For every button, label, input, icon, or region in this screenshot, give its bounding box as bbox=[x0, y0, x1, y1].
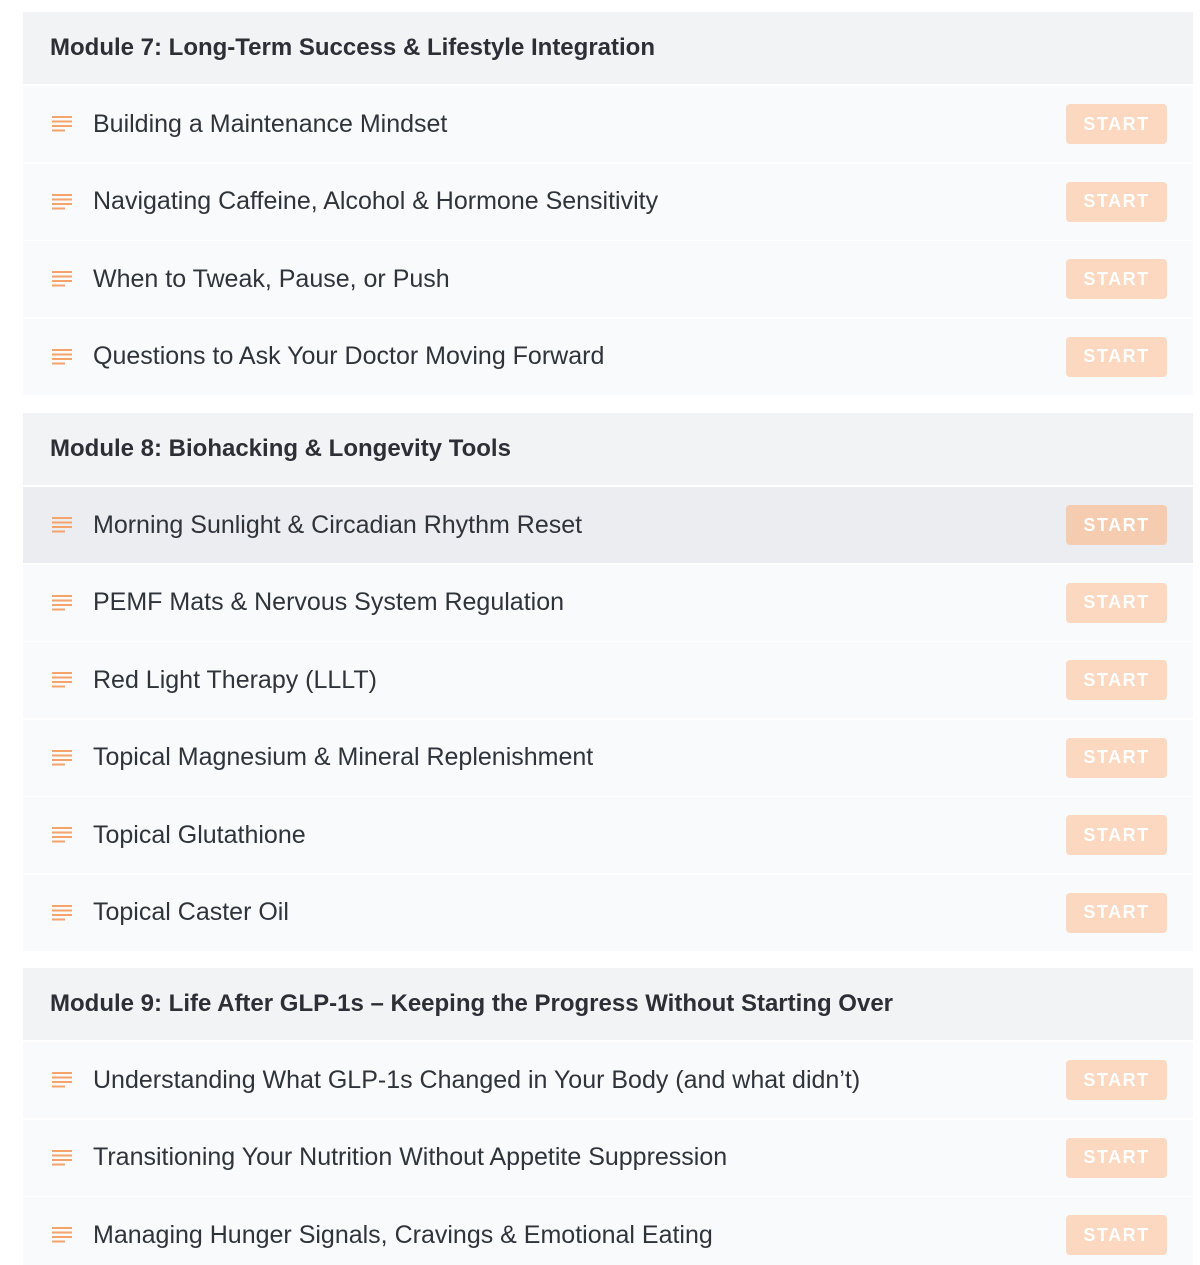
lesson-item[interactable] bbox=[23, 565, 1193, 641]
text-lines-icon bbox=[52, 1149, 72, 1167]
text-lines-icon bbox=[52, 270, 72, 288]
start-button[interactable]: START bbox=[1066, 505, 1167, 545]
lesson-item-active[interactable] bbox=[23, 487, 1193, 563]
module-8-section bbox=[23, 413, 1193, 953]
lesson-item[interactable] bbox=[23, 720, 1193, 796]
lesson-item[interactable] bbox=[23, 319, 1193, 395]
module-title: Module 7: Long-Term Success & Lifestyle Integration bbox=[50, 34, 655, 61]
lesson-title: Managing Hunger Signals, Cravings & Emotional Eating bbox=[93, 1220, 713, 1249]
start-button[interactable]: START bbox=[1066, 738, 1167, 778]
start-button[interactable]: START bbox=[1066, 660, 1167, 700]
start-button[interactable]: START bbox=[1066, 583, 1167, 623]
lesson-list bbox=[23, 86, 1193, 395]
text-lines-icon bbox=[52, 749, 72, 767]
start-button[interactable]: START bbox=[1066, 893, 1167, 933]
start-button[interactable]: START bbox=[1066, 104, 1167, 144]
lesson-item[interactable] bbox=[23, 1042, 1193, 1118]
lesson-title: Morning Sunlight & Circadian Rhythm Reset bbox=[93, 510, 583, 539]
lesson-item[interactable] bbox=[23, 86, 1193, 162]
lesson-item[interactable] bbox=[23, 1197, 1193, 1265]
lesson-title: Understanding What GLP-1s Changed in Your Body (and what didn’t) bbox=[93, 1065, 861, 1094]
module-7-section bbox=[23, 12, 1193, 396]
start-button[interactable]: START bbox=[1066, 259, 1167, 299]
start-button[interactable]: START bbox=[1066, 1138, 1167, 1178]
text-lines-icon bbox=[52, 348, 72, 366]
text-lines-icon bbox=[52, 193, 72, 211]
lesson-list bbox=[23, 487, 1193, 951]
lesson-item[interactable] bbox=[23, 164, 1193, 240]
text-lines-icon bbox=[52, 826, 72, 844]
module-title: Module 9: Life After GLP-1s – Keeping the Progress Without Starting Over bbox=[50, 990, 893, 1017]
lesson-item[interactable] bbox=[23, 1120, 1193, 1196]
lesson-item[interactable] bbox=[23, 797, 1193, 873]
lesson-title: Topical Magnesium & Mineral Replenishment bbox=[93, 743, 594, 772]
text-lines-icon bbox=[52, 594, 72, 612]
module-header bbox=[23, 968, 1193, 1040]
lesson-title: Navigating Caffeine, Alcohol & Hormone Sensitivity bbox=[93, 187, 659, 216]
module-9-section bbox=[23, 968, 1193, 1265]
lesson-title: Questions to Ask Your Doctor Moving Forward bbox=[93, 342, 605, 371]
lesson-title: Transitioning Your Nutrition Without Appetite Suppression bbox=[93, 1143, 728, 1172]
text-lines-icon bbox=[52, 904, 72, 922]
lesson-title: Building a Maintenance Mindset bbox=[93, 109, 448, 138]
start-button[interactable]: START bbox=[1066, 1060, 1167, 1100]
start-button[interactable]: START bbox=[1066, 815, 1167, 855]
text-lines-icon bbox=[52, 115, 72, 133]
start-button[interactable]: START bbox=[1066, 1215, 1167, 1255]
text-lines-icon bbox=[52, 516, 72, 534]
lesson-item[interactable] bbox=[23, 241, 1193, 317]
lesson-title: Topical Glutathione bbox=[93, 820, 306, 849]
module-header bbox=[23, 413, 1193, 485]
lesson-title: When to Tweak, Pause, or Push bbox=[93, 264, 450, 293]
start-button[interactable]: START bbox=[1066, 337, 1167, 377]
lesson-title: PEMF Mats & Nervous System Regulation bbox=[93, 588, 564, 617]
text-lines-icon bbox=[52, 1071, 72, 1089]
start-button[interactable]: START bbox=[1066, 182, 1167, 222]
lesson-list bbox=[23, 1042, 1193, 1265]
text-lines-icon bbox=[52, 671, 72, 689]
module-header bbox=[23, 12, 1193, 84]
text-lines-icon bbox=[52, 1226, 72, 1244]
lesson-title: Topical Caster Oil bbox=[93, 898, 289, 927]
module-title: Module 8: Biohacking & Longevity Tools bbox=[50, 435, 511, 462]
lesson-item[interactable] bbox=[23, 875, 1193, 951]
lesson-title: Red Light Therapy (LLLT) bbox=[93, 665, 377, 694]
lesson-item[interactable] bbox=[23, 642, 1193, 718]
